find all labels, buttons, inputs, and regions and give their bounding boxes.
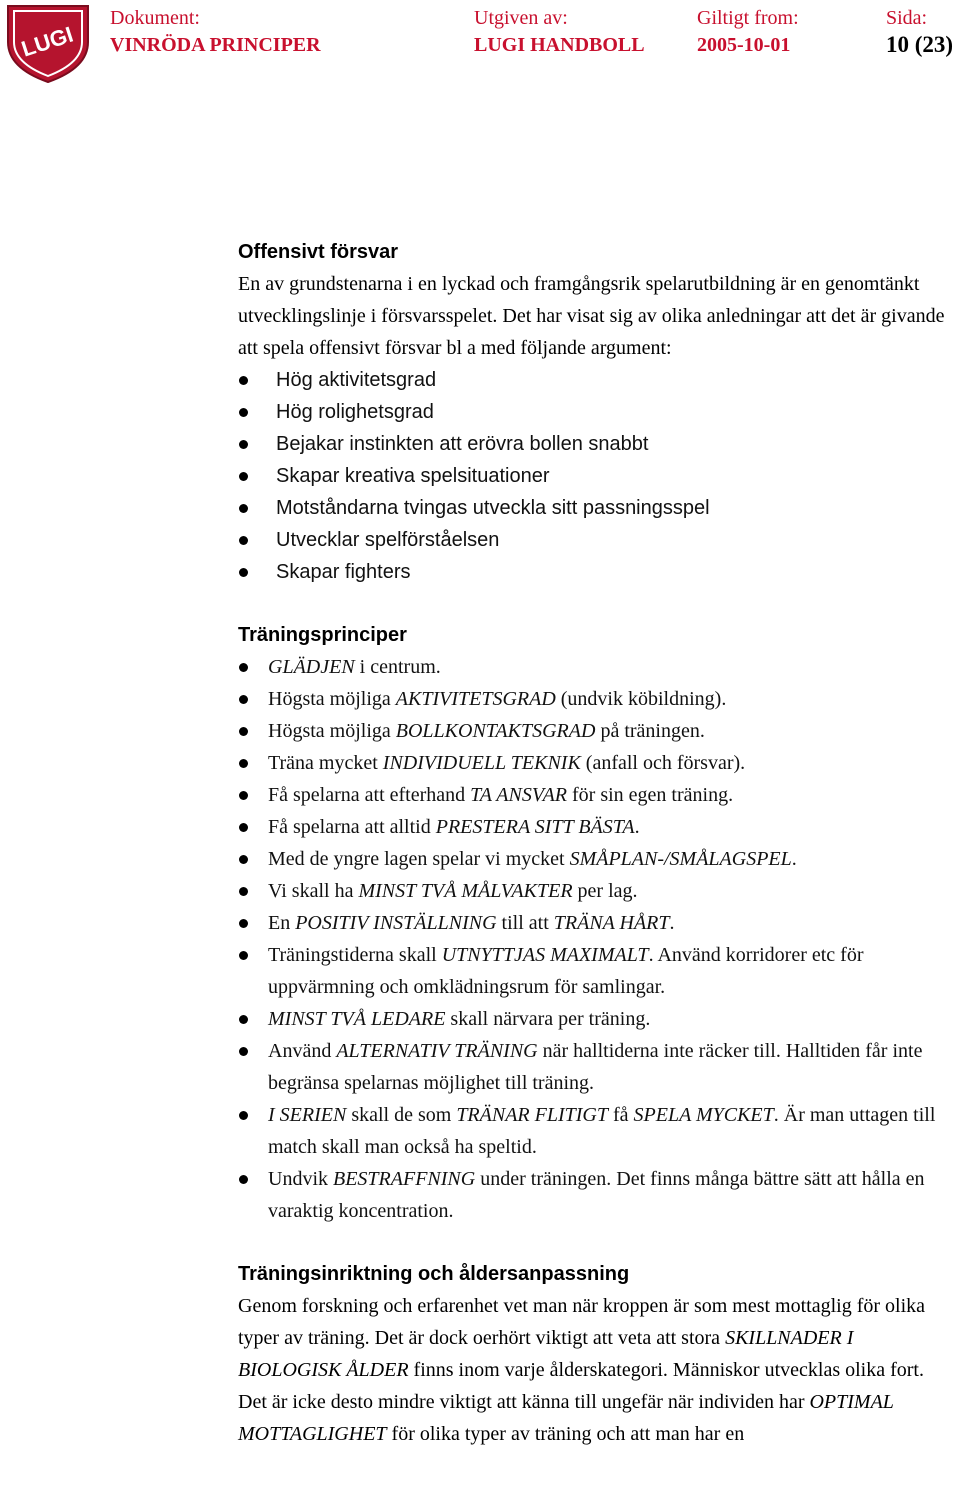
bullet-dot: [239, 855, 248, 864]
text-run: få: [608, 1104, 634, 1126]
principle-item: [238, 1099, 954, 1163]
bullet-dot: [239, 1015, 248, 1024]
text-run: Få spelarna att alltid: [268, 816, 436, 838]
section-title-offensive: Offensivt försvar: [238, 241, 399, 263]
text-run: för sin egen träning.: [567, 784, 734, 806]
text-run: .: [791, 848, 797, 870]
page-content: [238, 236, 954, 1450]
list-item-text: Bejakar instinkten att erövra bollen snabbt: [276, 433, 649, 455]
principle-item: [238, 907, 954, 939]
text-run: Högsta möjliga: [268, 720, 396, 742]
text-run: (undvik köbildning).: [555, 688, 727, 710]
bullet-dot: [239, 887, 248, 896]
emphasis-text: MINST TVÅ LEDARE: [268, 1008, 446, 1030]
text-run: skall närvara per träning.: [445, 1008, 651, 1030]
text-run: för olika typer av träning och att man har en: [386, 1423, 745, 1445]
text-run: Få spelarna att efterhand: [268, 784, 471, 806]
principle-item: [238, 811, 954, 843]
adaptation-paragraph: [238, 1290, 954, 1450]
text-run: när halltiderna inte räcker till. Halltiden får inte begränsa spelarnas möjlighet till träning.: [268, 1040, 923, 1094]
emphasis-text: SKILLNADER I BIOLOGISK ÅLDER: [238, 1327, 854, 1381]
principle-item: [238, 779, 954, 811]
bullet-dot: [239, 376, 248, 385]
text-run: .: [634, 816, 640, 838]
header-page: [886, 6, 953, 60]
section-title-training: Träningsprinciper: [238, 624, 407, 646]
page-number: 10 (23): [886, 32, 954, 57]
emphasis-text: TRÄNA HÅRT: [553, 912, 670, 934]
text-run: . Använd korridorer etc för uppvärmning och omklädningsrum för samlingar.: [268, 944, 864, 998]
offensive-argument-list: [238, 364, 954, 588]
text-run: Genom forskning och erfarenhet vet man när kroppen är som mest mottaglig för olika typer av träning. Det är dock oerhört viktigt att veta att stora: [238, 1295, 926, 1349]
text-run: (anfall och försvar).: [580, 752, 746, 774]
list-item-text: Utvecklar spelförståelsen: [276, 529, 500, 551]
bullet-dot: [239, 568, 248, 577]
emphasis-text: ALTERNATIV TRÄNING: [336, 1040, 538, 1062]
principle-item: [238, 715, 954, 747]
list-item: [238, 524, 954, 556]
list-item: [238, 556, 954, 588]
bullet-dot: [239, 727, 248, 736]
emphasis-text: OPTIMAL MOTTAGLIGHET: [238, 1391, 894, 1445]
list-item: [238, 492, 954, 524]
emphasis-text: MINST TVÅ MÅLVAKTER: [358, 880, 573, 902]
principle-item: [238, 651, 954, 683]
text-run: En: [268, 912, 296, 934]
list-item: [238, 460, 954, 492]
text-run: Med de yngre lagen spelar vi mycket: [268, 848, 570, 870]
emphasis-text: PRESTERA SITT BÄSTA: [435, 816, 635, 838]
principle-item: [238, 1003, 954, 1035]
bullet-dot: [239, 504, 248, 513]
training-principles-list: [238, 651, 954, 1227]
document-value: VINRÖDA PRINCIPER: [110, 34, 321, 56]
principle-item: [238, 747, 954, 779]
text-run: Träningstiderna skall: [268, 944, 442, 966]
list-item-text: Hög aktivitetsgrad: [276, 369, 437, 391]
list-item: [238, 396, 954, 428]
offensive-intro: En av grundstenarna i en lyckad och framgångsrik spelarutbildning är en genomtänkt utvecklingslinje i försvarsspelet. Det har visat sig av olika anledningar att det är givande att spela offensivt försvar bl a med följande argument:: [238, 273, 945, 359]
header-document: [110, 6, 321, 60]
principle-item: [238, 875, 954, 907]
emphasis-text: POSITIV INSTÄLLNING: [295, 912, 497, 934]
document-label: Dokument:: [110, 7, 200, 29]
lugi-logo: [2, 2, 94, 84]
text-run: Vi skall ha: [268, 880, 359, 902]
emphasis-text: SPELA MYCKET: [633, 1104, 774, 1126]
emphasis-text: UTNYTTJAS MAXIMALT: [441, 944, 649, 966]
emphasis-text: I SERIEN: [268, 1104, 347, 1126]
list-item-text: Skapar fighters: [276, 561, 411, 583]
bullet-dot: [239, 472, 248, 481]
emphasis-text: TRÄNAR FLITIGT: [456, 1104, 608, 1126]
section-title-adaptation: Träningsinriktning och åldersanpassning: [238, 1263, 630, 1285]
logo-text: LUGI: [18, 21, 77, 62]
text-run: finns inom varje ålderskategori. Människor utvecklas olika fort. Det är icke desto mindre viktigt att känna till ungefär när individen har: [238, 1359, 924, 1413]
publisher-label: Utgiven av:: [474, 7, 568, 29]
principle-item: [238, 939, 954, 1003]
text-run: Högsta möjliga: [268, 688, 396, 710]
valid-from-label: Giltigt from:: [697, 7, 799, 29]
list-item-text: Skapar kreativa spelsituationer: [276, 465, 550, 487]
text-run: i centrum.: [354, 656, 441, 678]
text-run: .: [669, 912, 675, 934]
emphasis-text: BOLLKONTAKTSGRAD: [395, 720, 596, 742]
header-valid-from: [697, 6, 799, 60]
bullet-dot: [239, 1047, 248, 1056]
text-run: på träningen.: [595, 720, 705, 742]
text-run: per lag.: [572, 880, 638, 902]
emphasis-text: AKTIVITETSGRAD: [395, 688, 556, 710]
bullet-dot: [239, 759, 248, 768]
emphasis-text: SMÅPLAN-/SMÅLAGSPEL: [569, 848, 792, 870]
list-item: [238, 428, 954, 460]
emphasis-text: GLÄDJEN: [268, 656, 355, 678]
bullet-dot: [239, 823, 248, 832]
bullet-dot: [239, 919, 248, 928]
principle-item: [238, 683, 954, 715]
text-run: under träningen. Det finns många bättre sätt att hålla en varaktig koncentration.: [268, 1168, 925, 1222]
principle-item: [238, 1163, 954, 1227]
text-run: till att: [496, 912, 554, 934]
bullet-dot: [239, 695, 248, 704]
text-run: . Är man uttagen till match skall man också ha speltid.: [268, 1104, 936, 1158]
emphasis-text: BESTRAFFNING: [333, 1168, 476, 1190]
list-item: [238, 364, 954, 396]
bullet-dot: [239, 663, 248, 672]
bullet-dot: [239, 536, 248, 545]
emphasis-text: TA ANSVAR: [470, 784, 567, 806]
publisher-value: LUGI HANDBOLL: [474, 34, 645, 56]
text-run: skall de som: [346, 1104, 457, 1126]
page-label: Sida:: [886, 7, 928, 29]
text-run: Använd: [268, 1040, 337, 1062]
bullet-dot: [239, 1175, 248, 1184]
bullet-dot: [239, 791, 248, 800]
list-item-text: Hög rolighetsgrad: [276, 401, 434, 423]
text-run: Träna mycket: [268, 752, 383, 774]
principle-item: [238, 843, 954, 875]
bullet-dot: [239, 951, 248, 960]
bullet-dot: [239, 440, 248, 449]
list-item-text: Motståndarna tvingas utveckla sitt passningsspel: [276, 497, 710, 519]
principle-item: [238, 1035, 954, 1099]
header-publisher: [474, 6, 645, 60]
bullet-dot: [239, 1111, 248, 1120]
valid-from-value: 2005-10-01: [697, 34, 791, 56]
text-run: Undvik: [268, 1168, 333, 1190]
bullet-dot: [239, 408, 248, 417]
emphasis-text: INDIVIDUELL TEKNIK: [382, 752, 581, 774]
